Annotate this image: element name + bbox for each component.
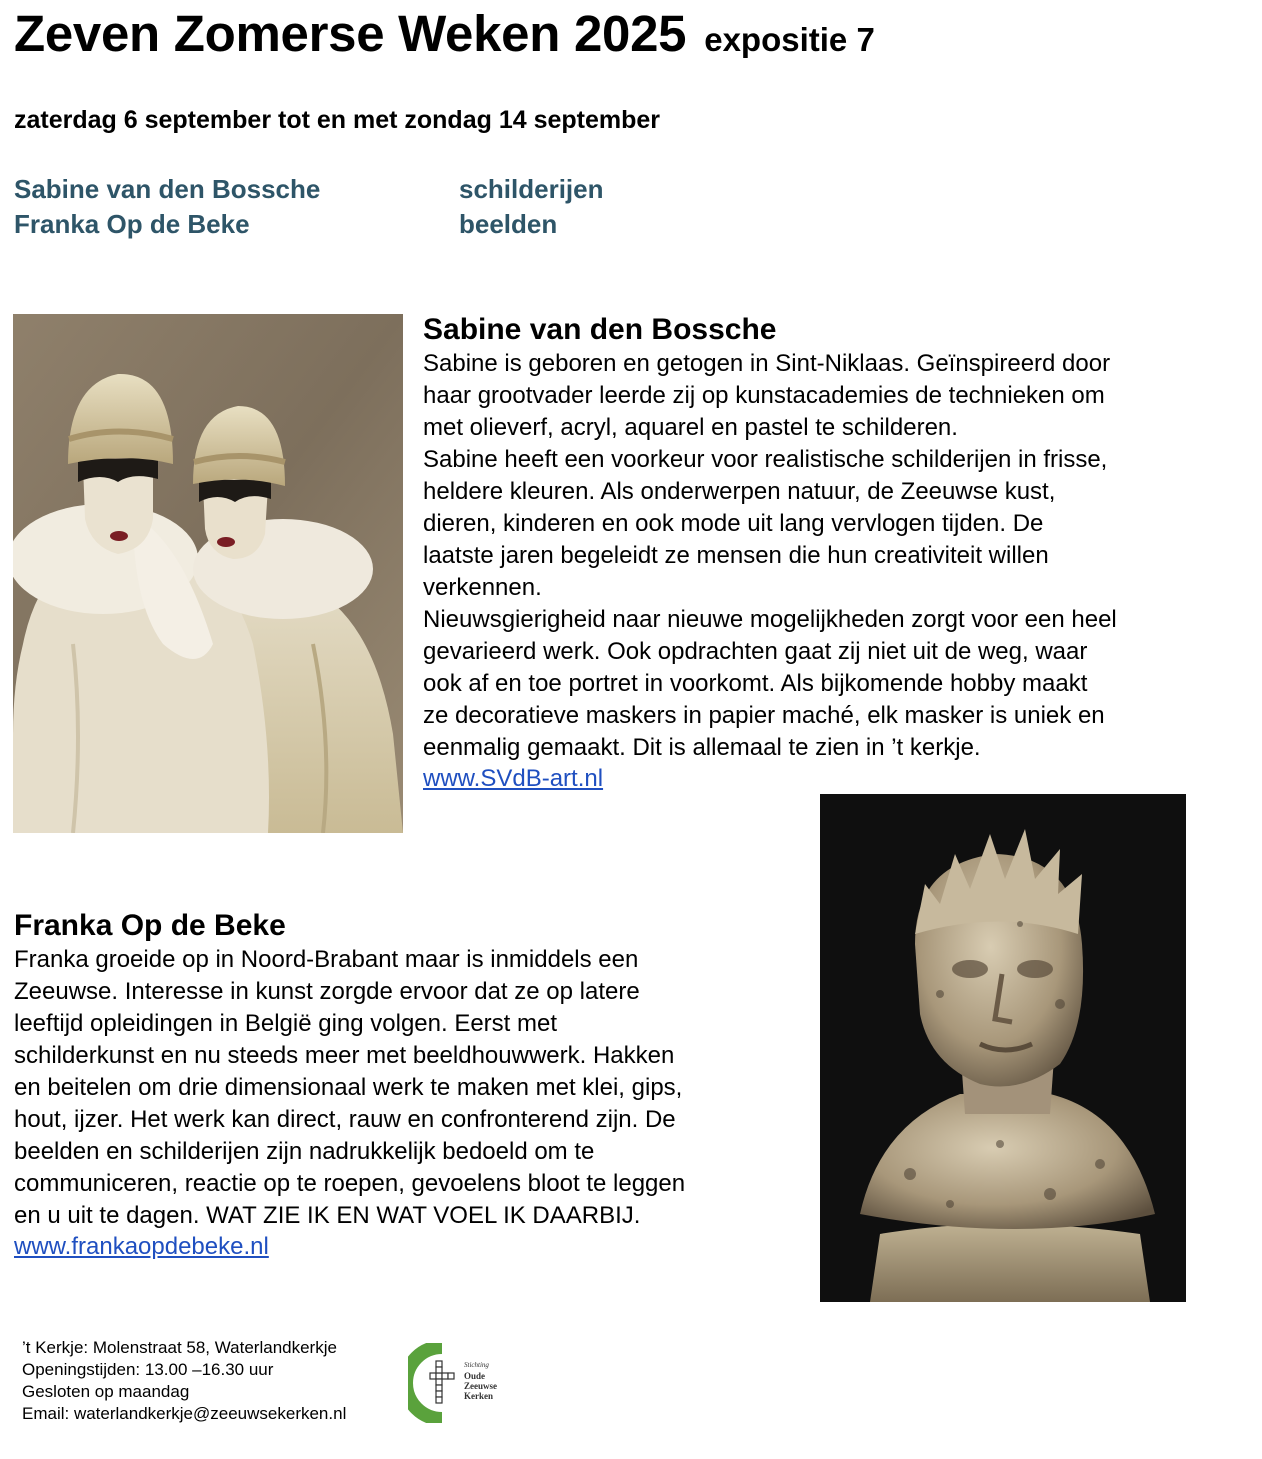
stichting-logo [408,1343,500,1423]
bio-line: dieren, kinderen en ook mode uit lang vervlogen tijden. De [423,510,1044,537]
sabine-website-link[interactable]: www.SVdB-art.nl [423,765,604,792]
franka-section [14,908,804,1262]
footer-address: ’t Kerkje: Molenstraat 58, Waterlandkerkje [22,1338,337,1357]
bio-line: laatste jaren begeleidt ze mensen die hun creativiteit willen [423,542,1049,569]
bio-line: haar grootvader leerde zij op kunstacademies de technieken om [423,382,1105,409]
footer-hours: Openingstijden: 13.00 –16.30 uur [22,1360,274,1379]
bio-line: schilderkunst en nu steeds meer met beeldhouwwerk. Hakken [14,1042,675,1069]
bio-line: Franka groeide op in Noord-Brabant maar is inmiddels een [14,946,639,973]
bio-line: Sabine heeft een voorkeur voor realistische schilderijen in frisse, [423,446,1108,473]
footer-email: Email: waterlandkerkje@zeeuwsekerken.nl [22,1404,347,1423]
page-title [14,2,875,72]
franka-website-link[interactable]: www.frankaopdebeke.nl [14,1233,269,1260]
bio-line: hout, ijzer. Het werk kan direct, rauw en confronterend zijn. De [14,1106,676,1133]
exposition-number: expositie 7 [704,21,875,58]
footer-info [22,1337,346,1425]
bio-line: beelden en schilderijen zijn nadrukkelijk bedoeld om te [14,1138,595,1165]
logo-text-1: Stichting [464,1361,489,1369]
bio-line: ook af en toe portret in voorkomt. Als bijkomende hobby maakt [423,670,1088,697]
sabine-bio [423,348,1243,764]
franka-name-heading: Franka Op de Beke [14,909,286,942]
artist-list-medium: schilderijen [459,174,604,204]
bio-line: en u uit te dagen. WAT ZIE IK EN WAT VOEL IK DAARBIJ. [14,1202,641,1229]
bio-line: eenmalig gemaakt. Dit is allemaal te zien in ’t kerkje. [423,734,981,761]
artist-list-row [14,172,604,207]
sabine-name-heading: Sabine van den Bossche [423,313,777,346]
bio-line: ze decoratieve maskers in papier maché, elk masker is uniek en [423,702,1105,729]
exhibition-dates: zaterdag 6 september tot en met zondag 14 september [14,106,661,134]
title-main: Zeven Zomerse Weken 2025 [14,5,687,62]
sculpture-image [820,794,1186,1302]
footer-closed: Gesloten op maandag [22,1382,190,1401]
bio-line: verkennen. [423,574,542,601]
franka-bio [14,944,804,1232]
sabine-section [423,312,1243,794]
bio-line: met olieverf, acryl, aquarel en pastel te schilderen. [423,414,958,441]
artist-list-medium: beelden [459,209,558,239]
bio-line: Nieuwsgierigheid naar nieuwe mogelijkheden zorgt voor een heel [423,606,1117,633]
logo-text-2: Oude [464,1371,486,1381]
artist-list [14,172,604,242]
artist-list-row [14,207,604,242]
bio-line: Sabine is geboren en getogen in Sint-Niklaas. Geïnspireerd door [423,350,1111,377]
painting-illustration [13,314,403,833]
artist-list-name: Sabine van den Bossche [14,174,321,204]
logo-text-4: Kerken [464,1391,493,1401]
logo-text-3: Zeeuwse [464,1381,497,1391]
bio-line: gevarieerd werk. Ook opdrachten gaat zij niet uit de weg, waar [423,638,1088,665]
bio-line: leeftijd opleidingen in België ging volgen. Eerst met [14,1010,558,1037]
bio-line: heldere kleuren. Als onderwerpen natuur, de Zeeuwse kust, [423,478,1056,505]
artist-list-name: Franka Op de Beke [14,209,250,239]
bio-line: en beitelen om drie dimensionaal werk te maken met klei, gips, [14,1074,683,1101]
sculpture-illustration [820,794,1186,1302]
bio-line: communiceren, reactie op te roepen, gevoelens bloot te leggen [14,1170,686,1197]
church-cross-icon [408,1343,500,1423]
bio-line: Zeeuwse. Interesse in kunst zorgde ervoor dat ze op latere [14,978,640,1005]
painting-image [13,314,403,833]
